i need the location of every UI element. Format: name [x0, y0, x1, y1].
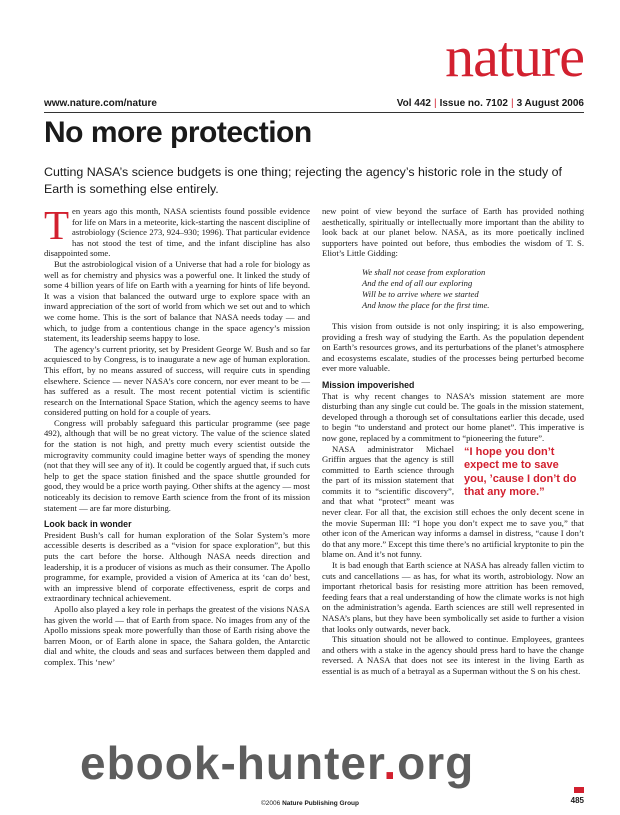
paragraph: “I hope you don’t expect me to save you, ’cause I don’t do that any more.” NASA administrator Michael Griffin argues that the agency is still committed to Earth science through the part of its mission statement that commits it to “scientific discovery”, and that what “protect” meant was never clear. For all that, the excision still echoes the only decent scene in the movie Superman III: “I hope you don’t expect me to save you,” that other icon of the American way informs a damsel in distress, “cause I don’t do that any more.” Except this time there’s no artificial kryptonite to pin the blame on. And it’s not funny.: [322, 443, 584, 560]
issue-info: Vol 442 | Issue no. 7102 | 3 August 2006: [396, 98, 584, 109]
column-left: [44, 202, 310, 668]
issue-number: Issue no. 7102: [439, 98, 508, 109]
paragraph: Ten years ago this month, NASA scientists found possible evidence for life on Mars in a meteorite, kick-starting the nascent discipline of astrobiology (Science 273, 924–930; 1996). That particular evidence has not stood the test of time, and the infant discipline has also disappointed some.: [44, 202, 310, 259]
subheading: Look back in wonder: [44, 519, 132, 530]
poem-quote: [362, 267, 584, 311]
pull-quote: “I hope you don’t expect me to save you, ’cause I don’t do that any more.”: [464, 445, 577, 498]
standfirst: Cutting NASA’s science budgets is one thing; rejecting the agency’s historic role in the study of Earth is something else entirely.: [44, 165, 562, 196]
poem-line: Will be to arrive where we started: [362, 288, 479, 299]
journal-url[interactable]: www.nature.com/nature: [44, 98, 157, 109]
article-title: No more protection: [44, 116, 312, 149]
poem-line: And the end of all our exploring: [362, 277, 473, 288]
poem-line: And know the place for the first time.: [362, 299, 490, 310]
paragraph: Apollo also played a key role in perhaps the greatest of the visions NASA has given the world — that of Earth from space. No images from any of the Apollo missions speak more powerfully than those of Earth rising above the barren Moon, or of Earth alone in space, the Sahara golden, the Antarctic dial and white, the clouds and seas and surfaces between them dappled and complex. This ‘new’: [44, 603, 310, 667]
nature-logo: nature: [445, 24, 584, 89]
paragraph: This situation should not be allowed to continue. Employees, grantees and others with a stake in the agency should press hard to have the change reversed. A NASA that does not see its interest in the living Earth as essential is as much of a betrayal as a Superman without the S on his chest.: [322, 634, 584, 676]
subheading: Mission impoverished: [322, 379, 415, 390]
paragraph: The agency’s current priority, set by President George W. Bush and so far acquiesced to by Congress, is to inaugurate a new age of human exploration. This effort, by no means assured of success, will require cuts in spending elsewhere. Science — never NASA’s core concern, nor ever meant to be — has suffered as a result. The most recent potential victim is scientific research on the International Space Station, which the agency seems to have considered putting on hold for a couple of years.: [44, 343, 310, 418]
paragraph: new point of view beyond the surface of Earth has provided nothing aesthetically, spiritually or intellectually more important than the ability to look back at our planet below. NASA, as its more poetically inclined supporters have pointed out before, thus embodies the wisdom of T. S. Eliot’s Little Gidding:: [322, 206, 584, 259]
page-number: 485: [570, 796, 584, 805]
volume: Vol 442: [396, 98, 431, 109]
issue-date: 3 August 2006: [516, 98, 584, 109]
paragraph: It is bad enough that Earth science at NASA has already fallen victim to cuts and cancellations — as has, for what its worth, astrobiology. Now an important rhetorical basis for resisting more attrition has been removed, feeding fears that a real understanding of how the climate works is not high on the administration’s agenda. Earth sciences are still well represented in NASA’s plans, but they have been symbolically set aside to further a vision that looks only outwards, never back.: [322, 560, 584, 634]
page-marker: [574, 787, 584, 793]
paragraph: Congress will probably safeguard this particular programme (see page 492), although that will be no great victory. The value of the science slated for the station is not high, and pretty much every scientist outside the microgravity community could imagine better ways of spending the money (not that they will see any of it). It could be cogently argued that, if such cuts help to get the space station finished and the space shuttle grounded for good, they would be a price worth paying. Other shifts at the agency — most noticeably its decision to remove Earth science from the front of its mission statement — are far more disturbing.: [44, 417, 310, 513]
paragraph: This vision from outside is not only inspiring; it is also empowering, providing a fresh way of studying the Earth. As the population dependent on Earth’s resources grows, and its perturbations of the planet’s atmosphere and ecosystems escalate, studies of the processes being perturbed become ever more valuable.: [322, 320, 584, 374]
watermark: ebook-hunter.org: [80, 737, 475, 789]
copyright-footer: ©2006 Nature Publishing Group: [261, 800, 359, 807]
paragraph: But the astrobiological vision of a Universe that had a role for biology as well as for chemistry and physics was a powerful one. It linked the study of some 4 billion years of life on Earth with a yearning for hints of life beyond. It was a vision that balanced the outward urge to explore space with an inward appreciation of the sort of world from which we set out and to which we come home. This is the sort of balance that NASA needs today — and which, to judge from a contentious change in the space agency’s mission statement, its leadership seems happy to lose.: [44, 258, 310, 344]
header-rule: [44, 112, 584, 113]
paragraph: That is why recent changes to NASA’s mission statement are more disturbing than any single cut could be. The goals in the mission statement, developed through a thorough set of consultations earlier this decade, used to begin “to understand and protect our home planet”. This imperative is now gone, replaced by a commitment to “pioneering the future”.: [322, 390, 584, 443]
column-right: [322, 206, 584, 677]
drop-cap: T: [44, 202, 70, 248]
paragraph: President Bush’s call for human exploration of the Solar System’s more accessible deserts is described as a “vision for space exploration”, but this puts the cart before the horse. Although NASA needs direction and leadership, it is a producer of visions as much as their consumer. The Apollo programme, for example, provided a vision of America at its ‘can do’ best, with an impressive blend of corporate effectiveness, esprit de corps and extraordinary technical achievement.: [44, 529, 310, 604]
poem-line: We shall not cease from exploration: [362, 266, 486, 277]
